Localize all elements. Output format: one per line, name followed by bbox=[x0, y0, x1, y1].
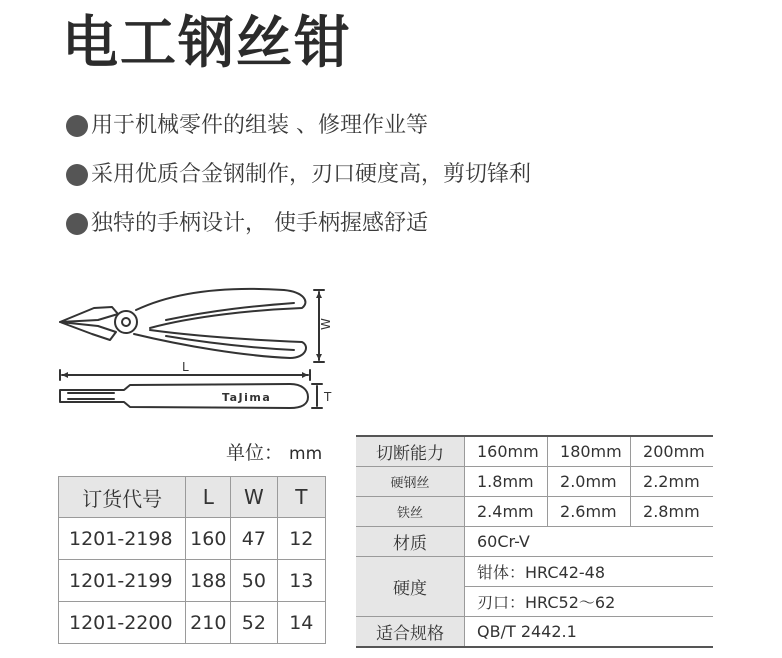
spec-cell: 200mm bbox=[631, 436, 713, 467]
brand-logo: TaJima bbox=[222, 391, 272, 404]
table-cell: 12 bbox=[277, 518, 325, 560]
bullet-icon bbox=[66, 213, 88, 235]
table-cell: 50 bbox=[231, 560, 277, 602]
spec-label: 材质 bbox=[356, 527, 465, 557]
column-header: 订货代号 bbox=[59, 477, 186, 518]
pliers-handle bbox=[136, 289, 305, 328]
spec-cell: QB/T 2442.1 bbox=[465, 617, 714, 648]
spec-cell: 2.2mm bbox=[631, 467, 713, 497]
table-cell: 1201-2198 bbox=[59, 518, 186, 560]
table-cell: 47 bbox=[231, 518, 277, 560]
spec-cell: 1.8mm bbox=[465, 467, 548, 497]
pliers-jaw bbox=[60, 307, 118, 322]
feature-item bbox=[66, 207, 428, 241]
dimension-w-label: W bbox=[319, 318, 333, 330]
spec-cell: 60Cr-V bbox=[465, 527, 714, 557]
feature-text: 独特的手柄设计， 使手柄握感舒适 bbox=[91, 211, 428, 236]
bullet-icon bbox=[66, 115, 88, 137]
spec-cell: 2.6mm bbox=[548, 497, 631, 527]
spec-cell: 2.0mm bbox=[548, 467, 631, 497]
table-cell: 13 bbox=[277, 560, 325, 602]
dimension-l-label: L bbox=[182, 360, 189, 374]
column-header: W bbox=[231, 477, 277, 518]
table-row bbox=[356, 527, 713, 557]
spec-label: 切断能力 bbox=[356, 436, 465, 467]
order-table bbox=[58, 476, 326, 644]
table-row bbox=[59, 602, 326, 644]
spec-label: 硬钢丝 bbox=[356, 467, 465, 497]
spec-label: 铁丝 bbox=[356, 497, 465, 527]
spec-label: 硬度 bbox=[356, 557, 465, 617]
table-row bbox=[59, 560, 326, 602]
bullet-icon bbox=[66, 164, 88, 186]
feature-item bbox=[66, 158, 531, 192]
table-cell: 210 bbox=[186, 602, 231, 644]
table-cell: 1201-2200 bbox=[59, 602, 186, 644]
table-header-row bbox=[59, 477, 326, 518]
table-row bbox=[356, 467, 713, 497]
pliers-diagram bbox=[54, 270, 344, 420]
spec-cell: 刃口：HRC52～62 bbox=[465, 587, 714, 617]
spec-label: 适合规格 bbox=[356, 617, 465, 648]
unit-note bbox=[226, 438, 322, 465]
table-row bbox=[356, 617, 713, 648]
table-row bbox=[59, 518, 326, 560]
table-cell: 160 bbox=[186, 518, 231, 560]
spec-cell: 2.8mm bbox=[631, 497, 713, 527]
spec-cell: 钳体：HRC42-48 bbox=[465, 557, 714, 587]
column-header: L bbox=[186, 477, 231, 518]
table-row bbox=[356, 436, 713, 467]
table-cell: 52 bbox=[231, 602, 277, 644]
pliers-pivot bbox=[115, 311, 137, 333]
dimension-t-label: T bbox=[324, 390, 332, 404]
page-title: 电工钢丝钳 bbox=[62, 11, 352, 76]
feature-item bbox=[66, 109, 428, 143]
table-cell: 188 bbox=[186, 560, 231, 602]
pliers-jaw bbox=[60, 322, 116, 340]
spec-cell: 180mm bbox=[548, 436, 631, 467]
unit-value: mm bbox=[289, 444, 323, 464]
column-header: T bbox=[277, 477, 325, 518]
table-row bbox=[356, 497, 713, 527]
spec-table bbox=[356, 435, 713, 648]
feature-text: 采用优质合金钢制作，刃口硬度高，剪切锋利 bbox=[91, 162, 532, 187]
feature-text: 用于机械零件的组装 、修理作业等 bbox=[91, 113, 428, 138]
spec-cell: 2.4mm bbox=[465, 497, 548, 527]
table-cell: 14 bbox=[277, 602, 325, 644]
unit-label: 单位： bbox=[226, 442, 284, 464]
table-row bbox=[356, 557, 713, 587]
table-cell: 1201-2199 bbox=[59, 560, 186, 602]
spec-cell: 160mm bbox=[465, 436, 548, 467]
